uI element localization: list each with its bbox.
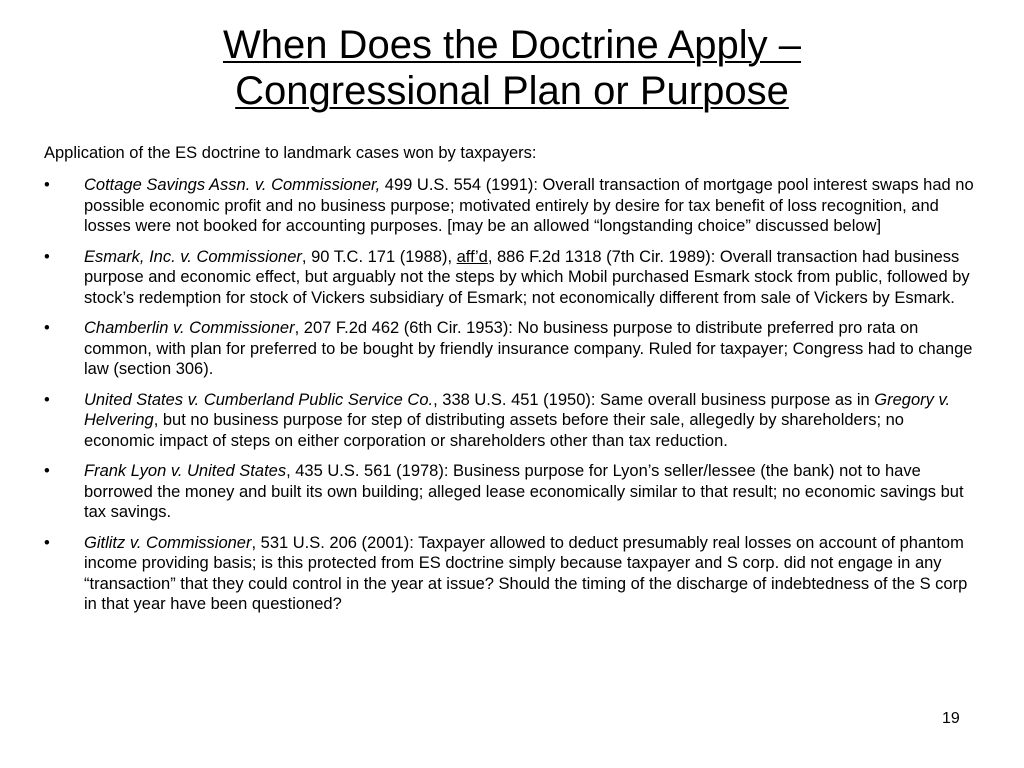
- list-item: [44, 247, 974, 309]
- case-name: Esmark, Inc. v. Commissioner: [84, 247, 302, 266]
- list-item: [44, 390, 974, 452]
- bullet-marker: •: [44, 319, 50, 337]
- intro-text: Application of the ES doctrine to landmark cases won by taxpayers:: [44, 144, 537, 162]
- bullet-marker: •: [44, 247, 50, 266]
- case-text: , 531 U.S. 206 (2001): Taxpayer allowed to deduct presumably real losses on account of phantom income providing basis; is this protected from ES doctrine simply because taxpayer and S corp. did not engage in any “transaction” that they could control in the year at issue? Should the timing of the discharge of indebtedness of the S corp in that year have been questioned?: [84, 533, 968, 613]
- list-item: [44, 175, 974, 237]
- bullet-marker: •: [44, 462, 50, 480]
- case-text: , 207 F.2d 462 (6th Cir. 1953): No business purpose to distribute preferred pro rata on common, with plan for preferred to be bought by friendly insurance company. Ruled for taxpayer; Congress had to change law (section 306).: [84, 319, 973, 378]
- bullet-marker: •: [44, 176, 50, 194]
- list-item: [44, 533, 974, 615]
- case-name: Frank Lyon v. United States: [84, 462, 287, 480]
- case-text: , 338 U.S. 451 (1950): Same overall business purpose as in: [433, 390, 875, 409]
- case-text: , 435 U.S. 561 (1978): Business purpose for Lyon’s seller/lessee (the bank) not to have borrowed the money and built its own building; alleged lease economically similar to that result; no economic savings but tax savings.: [84, 462, 964, 521]
- list-item: [44, 318, 974, 380]
- case-list: [44, 175, 974, 625]
- case-name: Gitlitz v. Commissioner: [84, 533, 252, 552]
- case-name: Cottage Savings Assn. v. Commissioner,: [84, 176, 381, 194]
- title-line-1: When Does the Doctrine Apply –: [222, 23, 802, 67]
- case-name: Chamberlin v. Commissioner: [84, 319, 295, 337]
- bullet-marker: •: [44, 533, 50, 552]
- list-item: [44, 461, 974, 523]
- case-text: , 886 F.2d 1318 (7th Cir. 1989): Overall transaction had business purpose and economic effect, but arguably not the steps by which Mobil purchased Esmark stock from public, followed by stock’s redemption for stock of Vickers subsidiary of Esmark; not economically different from sale of Vickers by Esmark.: [84, 247, 970, 307]
- page-number: 19: [942, 710, 960, 727]
- slide-title: [0, 22, 1024, 114]
- affirmed-abbreviation: aff’d: [456, 247, 488, 266]
- title-line-2: Congressional Plan or Purpose: [235, 69, 789, 113]
- case-text: , 90 T.C. 171 (1988),: [301, 247, 457, 266]
- bullet-marker: •: [44, 390, 50, 409]
- case-text: , but no business purpose for step of distributing assets before their sale, allegedly by shareholders; no economic impact of steps on either corporation or shareholders other than tax reduction.: [84, 411, 904, 450]
- case-name: United States v. Cumberland Public Service Co.: [84, 390, 434, 409]
- case-name-reference: Gregory v. Helvering: [84, 390, 951, 429]
- case-text: 499 U.S. 554 (1991): Overall transaction of mortgage pool interest swaps had no possible economic profit and no business purpose; motivated entirely by desire for tax benefit of loss recognition, and losses were not booked for accounting purposes. [may be an allowed “longstanding choice” discussed below]: [84, 176, 974, 235]
